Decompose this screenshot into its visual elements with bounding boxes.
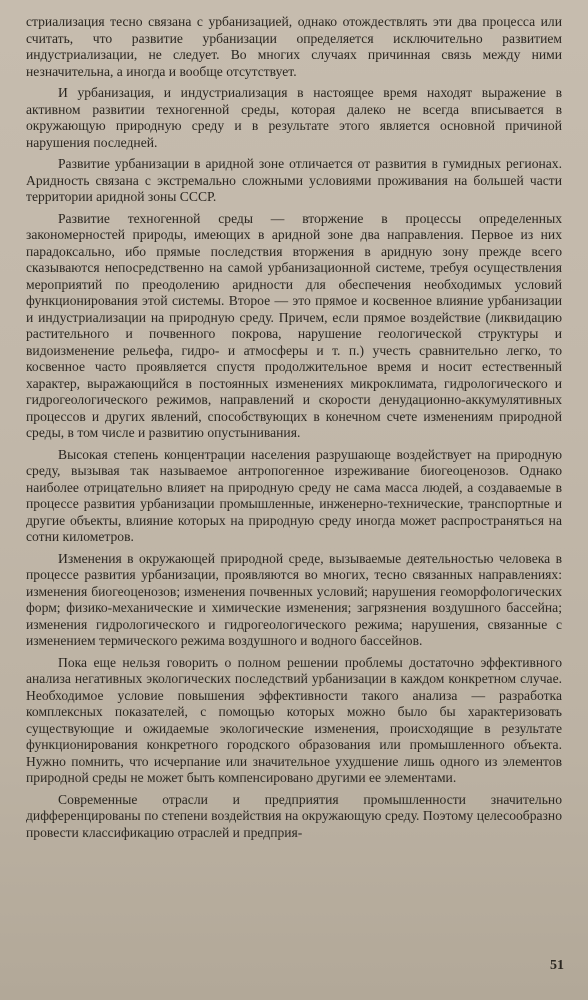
paragraph-3: Развитие урбанизации в аридной зоне отличается от развития в гумидных регионах. Аридность связана с экстремально сложными условиями проживания на большей части территории аридной зоны СССР.: [26, 156, 562, 204]
paragraph-5: Высокая степень концентрации населения разрушающе воздействует на природную среду, вызывая так называемое антропогенное изреживание биогеоценозов. Однако наиболее отрицательно влияет на природную среду не сама масса людей, а создаваемые в процессе развития урбанизации промышленные, инженерно-технические, транспортные и другие объекты, влияние которых на природную среду иногда может распространяться на сотни километров.: [26, 446, 562, 544]
body-text: [26, 14, 562, 841]
paragraph-4: Развитие техногенной среды — вторжение в процессы определенных закономерностей природы, имеющих в аридной зоне два направления. Первое из них парадоксально, ибо прямые последствия вторжения в аридную зону прежде всего сказываются непосредственно на самой урбанизационной системе, требуя осуществления мероприятий по преодолению аридности для обеспечения необходимых условий функционирования этой системы. Второе — это прямое и косвенное влияние урбанизации и индустриализации на природную среду. Причем, если прямое воздействие (ликвидацию растительного и почвенного покрова, нарушение геологической структуры и видоизменение рельефа, гидро- и атмосферы и т. п.) учесть сравнительно легко, то косвенное часто проявляется спустя продолжительное время и носит естественный характер, выражающийся в постоянных изменениях микроклимата, гидрологического и гидрогеологического режимов, направлений и скорости денудационно-аккумулятивных процессов и других явлений, способствующих в конечном счете изменениям природной среды, в том числе и развитию опустынивания.: [26, 210, 562, 440]
paragraph-8: Современные отрасли и предприятия промышленности значительно дифференцированы по степени воздействия на окружающую среду. Поэтому целесообразно провести классификацию отраслей и предприя-: [26, 791, 562, 840]
paragraph-7: Пока еще нельзя говорить о полном решении проблемы достаточно эффективного анализа негативных экологических последствий урбанизации в каждом конкретном случае. Необходимое условие повышения эффективности такого анализа — разработка комплексных показателей, с помощью которых можно было бы характеризовать существующие и ожидаемые экологические изменения, происходящие в результате функционирования конкретного городского образования или промышленного объекта. Нужно помнить, что исчерпание или значительное ухудшение лишь одного из элементов природной среды не может быть компенсировано другими ее элементами.: [26, 654, 562, 785]
page-number: 51: [550, 957, 564, 973]
paragraph-1: стриализация тесно связана с урбанизацией, однако отождествлять эти два процесса или считать, что развитие урбанизации определяется исключительно развитием индустриализации, не следует. Во многих случаях причинная связь между ними незначительна, а иногда и вообще отсутствует.: [26, 14, 562, 79]
paragraph-2: И урбанизация, и индустриализация в настоящее время находят выражение в активном развитии техногенной среды, которая далеко не всегда вписывается в окружающую природную среду и в результате этого является основной причиной нарушения последней.: [26, 85, 562, 150]
paragraph-6: Изменения в окружающей природной среде, вызываемые деятельностью человека в процессе развития урбанизации, проявляются во многих, тесно связанных направлениях: изменения биогеоценозов; изменения почвенных условий; нарушения геоморфологических форм; физико-механические и химические изменения; загрязнения воздушного бассейна; изменения гидрологического и гидрогеологического режима; нарушения, связанные с изменением термического режима воздушного и водного бассейнов.: [26, 550, 562, 648]
